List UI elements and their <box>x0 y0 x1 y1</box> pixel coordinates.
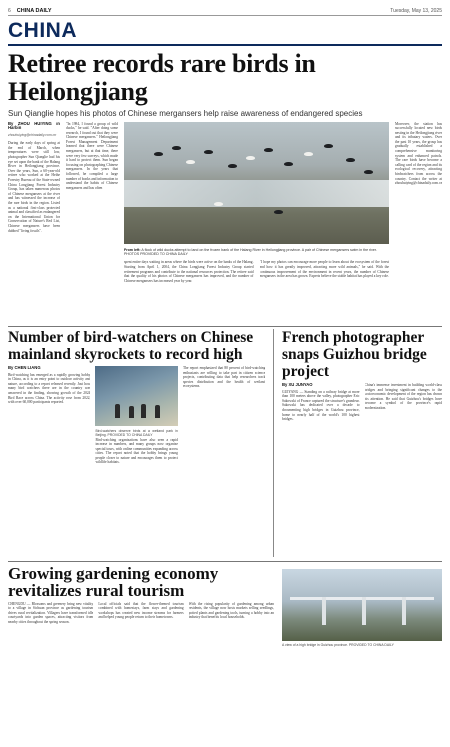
bridge-headline: French photographer snaps Guizhou bridge project <box>282 329 427 381</box>
birdwatchers-story <box>8 329 265 557</box>
issue-date: Tuesday, May 13, 2025 <box>390 7 442 14</box>
lead-subcolumns <box>124 260 389 321</box>
bridge-photo <box>282 569 442 641</box>
lead-text-3: spent entire days waiting in areas where the birds were active on the banks of the Halang. Starting from April 1, 2004, the China Longjiang Forest Industry Group started retirement programs and contribute to the national resources protection. The retiree said that the quality of his photos of Chinese mergansers has improved, and the number of Chinese mergansers has increased year by year. <box>124 260 254 283</box>
gardening-text-2: Local officials said that the flower-themed tourism combined with homestays, farm stays and gardening workshops has created new income streams for farmers and helped young people return to their hometowns. <box>98 601 184 620</box>
lead-column-3 <box>124 260 254 321</box>
section-rule <box>8 44 442 46</box>
lead-column-2 <box>66 122 118 322</box>
caption-text: A flock of wild ducks attempt to land on the frozen bank of the Halang River in Heilongjiang province. A pair of Chinese mergansers swim in the river. PHOTOS PROVIDED TO CHINA DAILY <box>124 247 377 256</box>
second-row <box>8 329 442 557</box>
section-divider <box>8 326 442 327</box>
caption-lead-in: From left: <box>124 247 141 252</box>
gardening-column-2 <box>98 602 183 742</box>
birdwatchers-column-1 <box>8 366 90 557</box>
lead-email: zhouhuiying@chinadaily.com.cn <box>8 132 57 137</box>
bridge-text-2: China's immense investment in building world-class bridges and bringing significant changes to the socioeconomic development of the region has drawn his attention. He said that Guizhou's bridges have become a symbol of the province's rapid modernization. <box>364 383 442 411</box>
lead-photo-block <box>124 122 389 322</box>
vertical-divider <box>273 329 274 557</box>
gardening-headline: Growing gardening economy revitalizes rural tourism <box>8 563 219 600</box>
gardening-text-1: CHENGDU — Blossoms and greenery bring new vitality to a village in Sichuan province as gardening tourism drives rural revitalization. Villagers have transformed idle courtyards into garden spaces, attracting visitors from nearby cities throughout the spring season. <box>8 601 94 625</box>
page-number: 6 <box>8 7 11 14</box>
birdwatchers-headline: Number of bird-watchers on Chinese mainland skyrockets to record high <box>8 329 254 364</box>
lead-column-4 <box>260 260 390 321</box>
gardening-column-3 <box>189 602 274 742</box>
lead-text-5: Moreover, the station has successfully located new birds nesting in the Heilongjiang river and its tributary waters. Over the past 10 years, the group has gradually established a comprehensive monitoring system and enhanced patrols. The rare birds have become a calling card of the region and its ecological recovery, attracting birdwatchers from across the country. Contact the writer at zhouhuiying@chinadaily.com.cn <box>395 121 442 186</box>
bridge-column-1 <box>282 383 360 557</box>
birdwatchers-photo <box>95 366 177 426</box>
bridge-story <box>282 329 442 557</box>
birdwatchers-photo-caption: Bird-watchers observe birds at a wetland park in Beijing. PROVIDED TO CHINA DAILY <box>95 429 178 438</box>
bridge-byline: By XU JUNYAO <box>282 383 313 388</box>
lead-column-1 <box>8 122 60 322</box>
lead-column-5 <box>395 122 442 322</box>
lead-deck: Sun Qianglie hopes his photos of Chinese mergansers help raise awareness of endangered species <box>8 108 363 118</box>
gardening-story <box>8 565 442 742</box>
lead-headline: Retiree records rare birds in Heilongjiang <box>8 48 316 106</box>
birdwatchers-text-3: The report emphasized that 80 percent of bird-watching enthusiasts are willing to take part in citizen science projects, contributing data that help researchers track species distribution and the health of wetland ecosystems. <box>182 366 266 389</box>
birdwatchers-byline: By CHEN LIANG <box>8 366 41 371</box>
lead-text-2: "In 1984, I found a group of wild ducks," he said. "After doing some research, I found out that they were Chinese mergansers." Heilongjiang Forest Management Department learned that there were Chinese mergansers, but at that time, there were very few surveys, which made it hard to protect them. Sun began focusing on photographing Chinese mergansers. In the years that followed, he compiled a large number of books and information to understand the habits of Chinese mergansers and has often <box>66 121 118 190</box>
birdwatchers-column-3 <box>183 366 265 557</box>
gardening-column-1 <box>8 602 93 742</box>
gardening-text-3: With the rising popularity of gardening among urban residents, the village now hosts markets selling seedlings, potted plants and gardening tools, turning a hobby into an industry that benefits local households. <box>188 601 274 620</box>
lead-text-4: "I hope my photos can encourage more people to learn about the ecosystem of the forest and how it has greatly improved, attracting more wild animals," he said. With the continuous improvement of the environment in recent years, the number of Chinese mergansers in the area has grown. Experts believe the stable habitat has played a key role. <box>259 260 389 279</box>
section-divider-2 <box>8 561 442 562</box>
publication-logo: CHINA DAILY <box>16 7 52 14</box>
lead-story <box>8 122 442 322</box>
lead-byline: By ZHOU HUIYING in Harbin <box>8 121 60 131</box>
lead-text-1: During the early days of spring at the end of March, when temperatures were still low, photographer Sun Qianglie had his eye set upon the bank of the Halang River in Heilongjiang province. Over the years, Sun, a 60-year-old retiree who worked at the Heihe Forestry Bureau of the State-owned China Longjiang Forest Industry Group, has taken numerous photos of Chinese mergansers at the river and has witnessed the increase of the rare birds in the region. Listed as a national first-class protected animal and classified as endangered on the International Union for Conservation of Nature's Red List, Chinese mergansers have been dubbed "living fossils". <box>8 141 60 233</box>
birdwatchers-text-1: Bird-watching has emerged as a rapidly growing hobby in China, as it is an entry point to outdoor activity and nature, according to a report released recently. Just how many bird watchers there are in the country was answered in the finding, showing growth of the 2024 Bird Race across China. The activity rose from 2022, with over 60,000 participants reported. <box>8 372 91 405</box>
bridge-photo-caption: A view of a high bridge in Guizhou province. PROVIDED TO CHINA DAILY <box>282 642 394 647</box>
lead-photo-caption <box>124 248 389 257</box>
bridge-text-1: GUIYANG — Standing on a railway bridge at more than 100 meters above the valley, photographer Eric Sakowski of France captured the structure's grandeur. Sakowski has dedicated over a decade to documenting high bridges in Guizhou province, home to nearly half of the world's 100 highest bridges. <box>282 389 360 422</box>
birdwatchers-text-2: Bird-watching organizations have also seen a rapid increase in numbers, and many groups now organize special tours, with online communities expanding across cities. The report noted that the hobby brings young people closer to nature and encourages them to protect wildlife habitats. <box>95 437 178 465</box>
lead-photo-birds <box>124 122 389 244</box>
section-title: CHINA <box>8 19 77 42</box>
page-header <box>8 6 442 16</box>
bridge-column-2 <box>365 383 443 557</box>
birdwatchers-column-2 <box>95 366 177 557</box>
